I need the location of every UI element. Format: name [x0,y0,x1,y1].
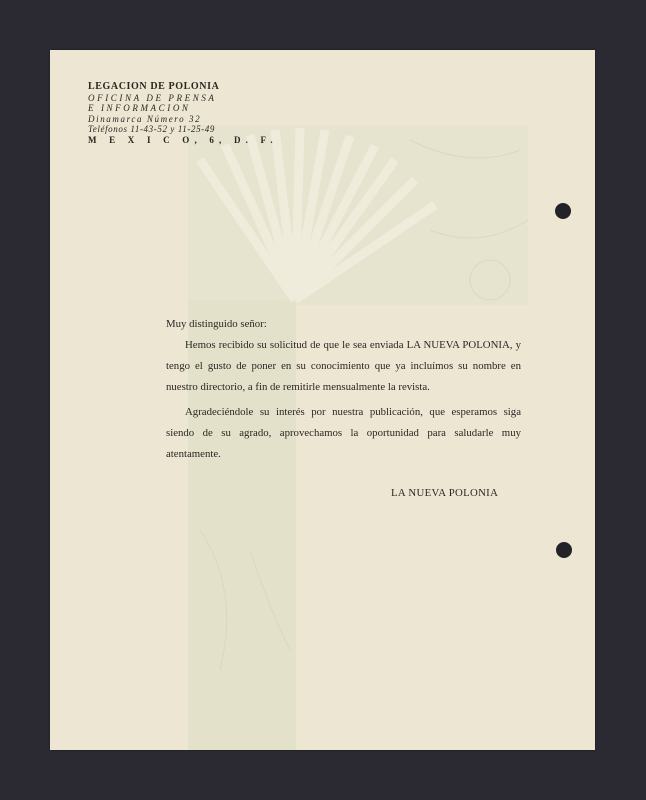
letterhead-address: Dinamarca Número 32 [88,113,202,124]
paragraph-request: Hemos recibido su solicitud de que le sea enviada LA NUEVA POLONIA, y tengo el gusto de poner en su conocimiento que ya incluímos su nombre en nuestro directorio, a fin de remitirle mensualmente la revista. [166,339,521,393]
letter-sheet [50,50,595,750]
paragraph-thanks: Agradeciéndole su interés por nuestra publicación, que esperamos siga siendo de su agrado, aprovechamos la oportunidad para saludarle muy atentamente. [166,406,521,460]
watermark-emblem [50,50,595,750]
letterhead-phones: Teléfonos 11-43-52 y 11-25-49 [88,124,215,134]
letterhead-office: OFICINA DE PRENSA [88,92,217,103]
salutation: Muy distinguido señor: [166,318,267,330]
punch-hole-bottom [556,542,572,558]
letterhead-information: E INFORMACION [88,103,191,113]
letterhead-city: M E X I C O, 6, D. F. [88,134,278,145]
punch-hole-top [555,203,571,219]
signature: LA NUEVA POLONIA [391,487,499,499]
letterhead [88,82,278,145]
letterhead-legation: LEGACION DE POLONIA [88,81,220,92]
